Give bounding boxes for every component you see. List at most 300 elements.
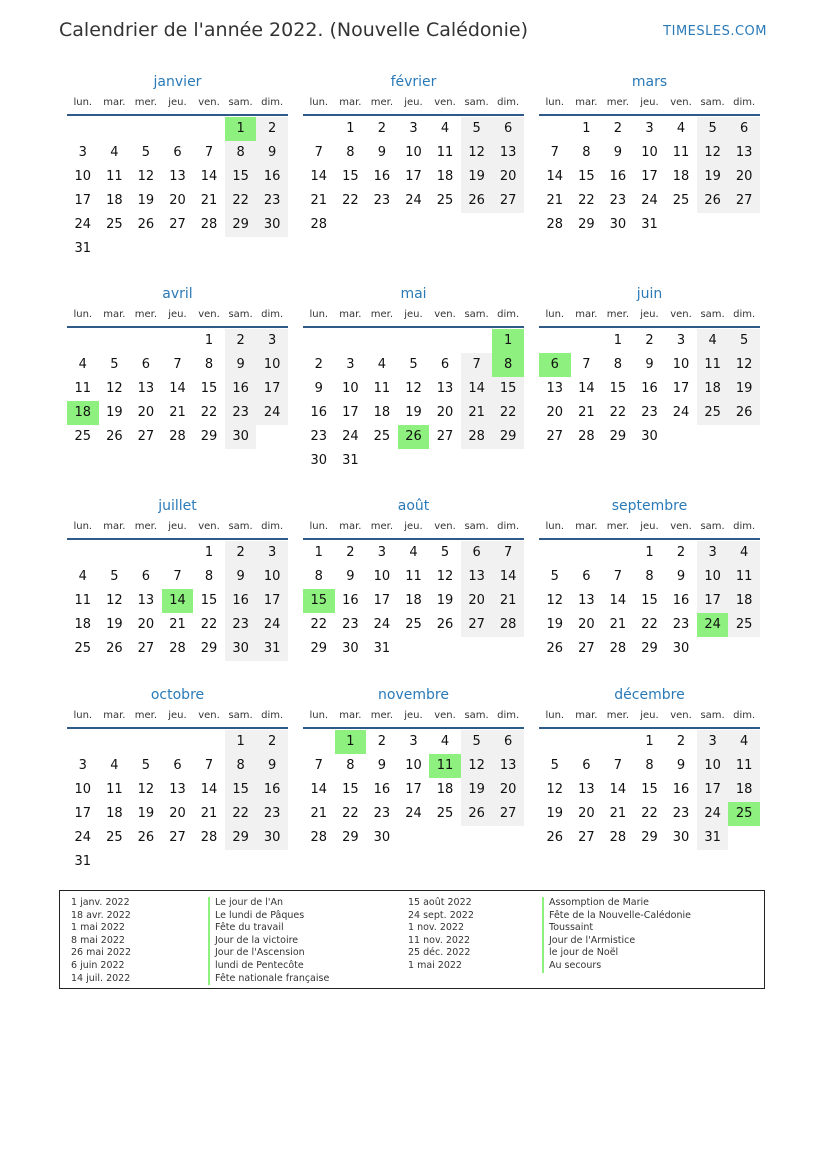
day-cell: 26: [461, 189, 493, 213]
week-row: [67, 165, 288, 189]
week-row: [539, 353, 760, 377]
weekday-label: dim.: [497, 710, 520, 721]
holiday-name: le jour de Noël: [542, 947, 691, 960]
week-row: [303, 117, 524, 141]
month-divider: [67, 326, 288, 328]
empty-cell: [130, 329, 162, 353]
day-cell: 28: [169, 429, 186, 444]
day-cell: 19: [697, 165, 729, 189]
day-cell: 3: [645, 121, 654, 136]
day-cell: 11: [405, 569, 422, 584]
day-cell: 23: [373, 193, 391, 208]
day-cell: 10: [373, 569, 391, 584]
empty-cell: [99, 329, 131, 353]
weekday-label: ven.: [434, 309, 456, 320]
week-row: [539, 802, 760, 826]
empty-cell: [303, 730, 335, 754]
weekday-label: mer.: [370, 309, 394, 320]
day-cell: 19: [436, 593, 454, 608]
day-cell: 2: [645, 333, 654, 348]
weekday-label: mar.: [103, 309, 126, 320]
day-cell: 19: [106, 617, 123, 632]
week-row: [539, 141, 760, 165]
empty-cell: [162, 117, 194, 141]
day-cell: 24: [256, 401, 288, 425]
weekday-label: ven.: [434, 97, 456, 108]
empty-cell: [162, 237, 194, 261]
weekday-label: mar.: [103, 710, 126, 721]
day-cell: 7: [314, 145, 323, 160]
weekday-label: dim.: [261, 521, 284, 532]
week-row: [539, 117, 760, 141]
day-cell: 8: [645, 758, 654, 773]
day-cell: 8: [582, 145, 591, 160]
day-cell: 13: [728, 141, 760, 165]
day-cell: 10: [405, 145, 422, 160]
empty-cell: [665, 213, 697, 237]
day-cell: 29: [225, 826, 257, 850]
day-cell: 8: [204, 569, 214, 584]
day-cell: 3: [697, 541, 729, 565]
month-divider: [539, 538, 760, 540]
empty-cell: [697, 425, 729, 449]
month-divider: [539, 727, 760, 729]
day-cell: 28: [609, 830, 627, 845]
week-row: [67, 565, 288, 589]
day-cell: 3: [697, 730, 729, 754]
day-cell: 17: [672, 381, 690, 396]
weekday-label: mar.: [339, 97, 362, 108]
week-row: [303, 826, 524, 850]
day-cell: 26: [728, 401, 760, 425]
day-cell: 8: [613, 357, 623, 372]
weekday-label: mar.: [575, 521, 598, 532]
day-cell: 31: [74, 854, 92, 869]
empty-cell: [492, 213, 524, 237]
weekday-label: dim.: [733, 309, 756, 320]
day-cell: 16: [373, 782, 391, 797]
day-cell: 17: [697, 778, 729, 802]
weekday-label: sam.: [464, 710, 489, 721]
day-cell: 23: [609, 193, 627, 208]
empty-cell: [697, 637, 729, 661]
day-cell: 28: [461, 425, 493, 449]
day-cell: 17: [405, 782, 422, 797]
weekday-header: [67, 308, 288, 326]
legend-names-left: [208, 897, 329, 985]
day-cell: 14: [609, 782, 627, 797]
weekday-label: sam.: [464, 309, 489, 320]
day-cell: 15: [225, 778, 257, 802]
holiday-day-cell: 6: [539, 353, 571, 377]
day-cell: 20: [169, 193, 186, 208]
weekday-label: ven.: [434, 521, 456, 532]
week-row: [67, 850, 288, 874]
day-cell: 24: [342, 429, 359, 444]
empty-cell: [665, 425, 697, 449]
day-cell: 25: [405, 617, 422, 632]
empty-cell: [193, 730, 225, 754]
holiday-name: Jour de l'Ascension: [208, 947, 329, 960]
weekday-label: mer.: [134, 97, 158, 108]
day-cell: 16: [310, 405, 328, 420]
holiday-name: Assomption de Marie: [542, 897, 691, 910]
week-row: [303, 189, 524, 213]
empty-cell: [256, 850, 288, 874]
day-cell: 7: [492, 541, 524, 565]
month-block: [539, 685, 760, 850]
day-cell: 25: [436, 193, 454, 208]
day-cell: 20: [578, 806, 595, 821]
day-cell: 23: [641, 405, 658, 420]
day-cell: 23: [225, 401, 257, 425]
day-cell: 30: [342, 641, 359, 656]
week-row: [539, 329, 760, 353]
weekday-header: [303, 96, 524, 114]
day-cell: 13: [169, 169, 186, 184]
empty-cell: [256, 425, 288, 449]
day-cell: 3: [409, 121, 418, 136]
empty-cell: [728, 213, 760, 237]
week-row: [67, 425, 288, 449]
weekday-label: dim.: [261, 309, 284, 320]
day-cell: 19: [728, 377, 760, 401]
day-cell: 1: [613, 333, 623, 348]
week-row: [539, 778, 760, 802]
month-block: [539, 284, 760, 449]
week-row: [67, 377, 288, 401]
day-cell: 12: [728, 353, 760, 377]
day-cell: 22: [578, 193, 595, 208]
day-cell: 5: [697, 117, 729, 141]
day-cell: 27: [461, 613, 493, 637]
day-cell: 22: [200, 617, 218, 632]
day-cell: 17: [74, 193, 92, 208]
week-row: [303, 778, 524, 802]
weekday-label: dim.: [497, 309, 520, 320]
week-row: [539, 165, 760, 189]
day-cell: 14: [461, 377, 493, 401]
holiday-day-cell: 25: [728, 802, 760, 826]
day-cell: 9: [225, 353, 257, 377]
weekday-label: lun.: [545, 309, 565, 320]
day-cell: 19: [137, 806, 155, 821]
holiday-day-cell: 1: [225, 117, 257, 141]
weekday-label: mer.: [370, 97, 394, 108]
day-cell: 15: [200, 381, 218, 396]
week-row: [303, 141, 524, 165]
weekday-label: ven.: [670, 710, 692, 721]
day-cell: 7: [550, 145, 559, 160]
day-cell: 27: [492, 189, 524, 213]
day-cell: 31: [256, 637, 288, 661]
day-cell: 29: [342, 830, 359, 845]
month-name: décembre: [614, 687, 685, 703]
month-name: juillet: [158, 498, 197, 514]
holiday-day-cell: 15: [303, 589, 335, 613]
empty-cell: [335, 213, 367, 237]
day-cell: 7: [173, 569, 182, 584]
day-cell: 16: [225, 589, 257, 613]
day-cell: 26: [106, 641, 123, 656]
empty-cell: [539, 730, 571, 754]
day-cell: 10: [697, 565, 729, 589]
empty-cell: [571, 541, 603, 565]
day-cell: 5: [409, 357, 418, 372]
day-cell: 12: [461, 141, 493, 165]
day-cell: 21: [609, 617, 627, 632]
empty-cell: [193, 237, 225, 261]
day-cell: 23: [256, 802, 288, 826]
day-cell: 31: [373, 641, 391, 656]
day-cell: 20: [169, 806, 186, 821]
day-cell: 22: [609, 405, 627, 420]
day-cell: 9: [314, 381, 323, 396]
weekday-header: [303, 308, 524, 326]
week-row: [539, 565, 760, 589]
day-cell: 16: [373, 169, 391, 184]
day-cell: 5: [550, 758, 559, 773]
day-cell: 7: [613, 758, 623, 773]
weekday-label: jeu.: [640, 97, 659, 108]
day-cell: 24: [641, 193, 658, 208]
day-cell: 22: [641, 806, 658, 821]
day-cell: 18: [436, 782, 454, 797]
week-row: [539, 213, 760, 237]
day-cell: 10: [405, 758, 422, 773]
week-row: [67, 237, 288, 261]
holiday-name: lundi de Pentecôte: [208, 960, 329, 973]
day-cell: 30: [256, 826, 288, 850]
empty-cell: [67, 117, 99, 141]
day-cell: 11: [728, 565, 760, 589]
month-block: [303, 284, 524, 473]
day-cell: 10: [74, 782, 92, 797]
day-cell: 6: [728, 117, 760, 141]
empty-cell: [571, 329, 603, 353]
week-row: [539, 637, 760, 661]
week-row: [303, 449, 524, 473]
week-row: [539, 541, 760, 565]
day-cell: 20: [137, 617, 155, 632]
weekday-label: lun.: [73, 710, 93, 721]
day-cell: 5: [728, 329, 760, 353]
brand-link[interactable]: TIMESLES.COM: [663, 24, 767, 39]
day-cell: 31: [697, 826, 729, 850]
day-cell: 22: [641, 617, 658, 632]
weekday-label: jeu.: [168, 710, 187, 721]
day-cell: 20: [492, 778, 524, 802]
day-cell: 5: [141, 145, 151, 160]
weekday-label: jeu.: [404, 710, 423, 721]
day-cell: 29: [641, 830, 658, 845]
week-row: [67, 213, 288, 237]
day-cell: 9: [613, 145, 623, 160]
empty-cell: [99, 730, 131, 754]
weekday-label: dim.: [497, 97, 520, 108]
month-divider: [539, 326, 760, 328]
empty-cell: [492, 449, 524, 473]
day-cell: 23: [672, 617, 690, 632]
weekday-label: mar.: [575, 309, 598, 320]
day-cell: 20: [137, 405, 155, 420]
month-block: [303, 685, 524, 850]
holiday-date: 14 juil. 2022: [71, 972, 131, 984]
day-cell: 14: [310, 169, 328, 184]
day-cell: 30: [310, 453, 328, 468]
weekday-label: mer.: [370, 521, 394, 532]
month-divider: [303, 114, 524, 116]
day-cell: 3: [256, 541, 288, 565]
day-cell: 19: [461, 165, 493, 189]
weekday-label: mar.: [339, 309, 362, 320]
day-cell: 14: [200, 782, 218, 797]
week-row: [303, 329, 524, 353]
day-cell: 12: [137, 169, 155, 184]
day-cell: 1: [645, 545, 654, 560]
empty-cell: [99, 117, 131, 141]
holiday-date: 18 avr. 2022: [71, 909, 131, 921]
week-row: [303, 754, 524, 778]
week-row: [67, 353, 288, 377]
day-cell: 15: [641, 782, 658, 797]
day-cell: 7: [461, 353, 493, 377]
day-cell: 14: [200, 169, 218, 184]
day-cell: 22: [310, 617, 328, 632]
weekday-label: jeu.: [168, 309, 187, 320]
day-cell: 27: [578, 830, 595, 845]
month-divider: [67, 727, 288, 729]
day-cell: 10: [256, 565, 288, 589]
day-cell: 26: [461, 802, 493, 826]
empty-cell: [366, 449, 398, 473]
week-row: [303, 353, 524, 377]
day-cell: 25: [436, 806, 454, 821]
day-cell: 27: [436, 429, 454, 444]
weekday-label: ven.: [670, 97, 692, 108]
day-cell: 18: [106, 806, 123, 821]
day-cell: 26: [697, 189, 729, 213]
day-cell: 20: [436, 405, 454, 420]
day-cell: 28: [200, 830, 218, 845]
weekday-label: mer.: [606, 521, 630, 532]
day-cell: 24: [405, 193, 422, 208]
month-name: janvier: [153, 74, 202, 90]
day-cell: 14: [169, 381, 186, 396]
holiday-date: 11 nov. 2022: [408, 934, 471, 946]
day-cell: 15: [342, 782, 359, 797]
day-cell: 6: [173, 758, 182, 773]
weekday-label: sam.: [700, 710, 725, 721]
day-cell: 2: [256, 730, 288, 754]
day-cell: 9: [225, 565, 257, 589]
week-row: [67, 826, 288, 850]
empty-cell: [602, 541, 634, 565]
day-cell: 28: [492, 613, 524, 637]
month-name: juin: [636, 286, 663, 302]
day-cell: 4: [676, 121, 686, 136]
holiday-day-cell: 8: [492, 353, 524, 377]
day-cell: 6: [440, 357, 450, 372]
day-cell: 21: [609, 806, 627, 821]
day-cell: 12: [697, 141, 729, 165]
week-row: [303, 401, 524, 425]
day-cell: 7: [314, 758, 323, 773]
day-cell: 26: [137, 217, 155, 232]
holiday-name: Le jour de l'An: [208, 897, 329, 910]
month-block: [303, 496, 524, 661]
week-row: [67, 401, 288, 425]
day-cell: 23: [310, 429, 328, 444]
day-cell: 3: [78, 145, 87, 160]
holiday-day-cell: 26: [398, 425, 430, 449]
day-cell: 15: [609, 381, 627, 396]
day-cell: 3: [377, 545, 387, 560]
day-cell: 23: [672, 806, 690, 821]
empty-cell: [193, 850, 225, 874]
day-cell: 13: [492, 141, 524, 165]
day-cell: 7: [204, 758, 214, 773]
day-cell: 21: [169, 617, 186, 632]
weekday-label: ven.: [198, 521, 220, 532]
day-cell: 29: [200, 641, 218, 656]
day-cell: 5: [461, 730, 493, 754]
empty-cell: [461, 449, 493, 473]
day-cell: 18: [74, 617, 92, 632]
weekday-label: dim.: [261, 97, 284, 108]
day-cell: 8: [204, 357, 214, 372]
day-cell: 6: [582, 758, 591, 773]
weekday-label: jeu.: [404, 97, 423, 108]
day-cell: 16: [256, 778, 288, 802]
day-cell: 10: [74, 169, 92, 184]
empty-cell: [130, 117, 162, 141]
day-cell: 13: [169, 782, 186, 797]
day-cell: 12: [546, 782, 564, 797]
empty-cell: [67, 541, 99, 565]
empty-cell: [429, 449, 461, 473]
empty-cell: [398, 449, 430, 473]
day-cell: 1: [225, 730, 257, 754]
day-cell: 17: [641, 169, 658, 184]
day-cell: 29: [492, 425, 524, 449]
day-cell: 21: [310, 193, 328, 208]
empty-cell: [99, 850, 131, 874]
day-cell: 22: [225, 189, 257, 213]
month-divider: [303, 727, 524, 729]
weekday-label: sam.: [464, 521, 489, 532]
weekday-label: mar.: [575, 710, 598, 721]
day-cell: 28: [310, 830, 328, 845]
day-cell: 29: [225, 213, 257, 237]
day-cell: 5: [550, 569, 559, 584]
day-cell: 21: [169, 405, 186, 420]
day-cell: 28: [578, 429, 595, 444]
day-cell: 24: [74, 830, 92, 845]
weekday-label: lun.: [545, 521, 565, 532]
day-cell: 7: [582, 357, 591, 372]
empty-cell: [539, 329, 571, 353]
holiday-name: Fête du travail: [208, 922, 329, 935]
month-name: mai: [400, 286, 427, 302]
weekday-label: jeu.: [404, 309, 423, 320]
weekday-label: jeu.: [640, 309, 659, 320]
month-name: novembre: [378, 687, 449, 703]
holiday-date: 25 déc. 2022: [408, 947, 471, 959]
day-cell: 10: [641, 145, 658, 160]
day-cell: 2: [377, 734, 387, 749]
day-cell: 12: [405, 381, 422, 396]
